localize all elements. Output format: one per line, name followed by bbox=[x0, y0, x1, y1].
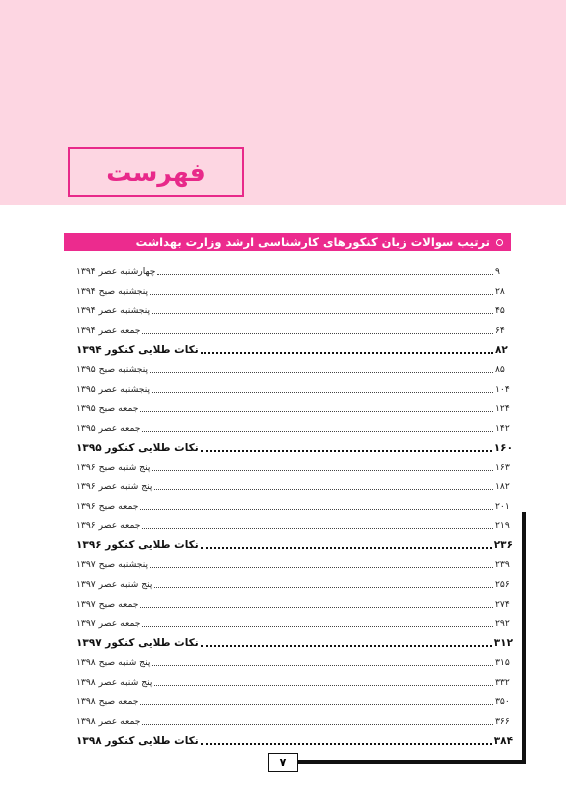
toc-entry-page: ۱۶۰ bbox=[493, 441, 513, 454]
toc-entry-label: پنجشنبه صبح ۱۳۹۷ bbox=[76, 559, 149, 571]
dot-leader bbox=[157, 274, 493, 275]
dot-leader bbox=[142, 431, 493, 432]
toc-entry-page: ۱۲۴ bbox=[495, 403, 510, 415]
toc-entry[interactable] bbox=[74, 321, 513, 341]
toc-entry[interactable] bbox=[74, 614, 513, 634]
toc-entry-page: ۸۲ bbox=[495, 343, 508, 356]
toc-entry-label: پنج شنبه عصر ۱۳۹۶ bbox=[76, 481, 153, 493]
dot-leader bbox=[150, 372, 493, 373]
toc-entry-page: ۳۱۵ bbox=[495, 657, 510, 669]
toc-entry-label: جمعه صبح ۱۳۹۷ bbox=[76, 598, 139, 610]
toc-entry-page: ۲۵۶ bbox=[495, 579, 510, 591]
dot-leader bbox=[152, 313, 493, 314]
dot-leader bbox=[154, 587, 493, 588]
toc-entry[interactable] bbox=[74, 633, 513, 653]
toc-entry-label: جمعه عصر ۱۳۹۷ bbox=[76, 618, 141, 630]
toc-entry-label: نکات طلایی کنکور ۱۳۹۷ bbox=[76, 637, 199, 650]
toc-entry[interactable] bbox=[74, 379, 513, 399]
toc-entry-page: ۱۴۲ bbox=[495, 422, 510, 434]
dot-leader bbox=[140, 704, 493, 705]
toc-entry[interactable] bbox=[74, 594, 513, 614]
dot-leader bbox=[154, 685, 493, 686]
dot-leader bbox=[152, 665, 493, 666]
title-box bbox=[68, 147, 244, 197]
toc-entry-label: جمعه عصر ۱۳۹۴ bbox=[76, 324, 141, 336]
page-number-box bbox=[268, 753, 298, 772]
toc-entry-page: ۳۳۲ bbox=[495, 676, 510, 688]
page-number: ۷ bbox=[279, 756, 287, 769]
toc-entry[interactable] bbox=[74, 536, 513, 556]
dot-leader bbox=[201, 352, 493, 354]
toc-entry[interactable] bbox=[74, 692, 513, 712]
toc-entry[interactable] bbox=[74, 360, 513, 380]
toc-entry-page: ۴۵ bbox=[495, 305, 505, 317]
dot-leader bbox=[140, 509, 493, 510]
dot-leader bbox=[201, 450, 492, 452]
toc-entry-page: ۸۵ bbox=[495, 364, 505, 375]
toc-entry[interactable] bbox=[74, 516, 513, 536]
dot-leader bbox=[201, 645, 492, 647]
dot-leader bbox=[154, 489, 493, 490]
table-of-contents bbox=[74, 262, 513, 751]
toc-entry-label: نکات طلایی کنکور ۱۳۹۵ bbox=[76, 441, 199, 454]
toc-entry-page: ۱۶۳ bbox=[495, 461, 510, 473]
toc-entry-page: ۱۸۲ bbox=[495, 481, 510, 493]
toc-entry[interactable] bbox=[74, 672, 513, 692]
toc-entry-label: پنج شنبه صبح ۱۳۹۶ bbox=[76, 461, 151, 473]
toc-entry[interactable] bbox=[74, 262, 513, 282]
toc-entry-label: جمعه عصر ۱۳۹۶ bbox=[76, 520, 141, 532]
toc-entry-label: نکات طلایی کنکور ۱۳۹۸ bbox=[76, 734, 199, 747]
toc-entry[interactable] bbox=[74, 418, 513, 438]
dot-leader bbox=[201, 547, 492, 549]
toc-entry-page: ۲۳۶ bbox=[493, 539, 513, 552]
toc-entry-label: جمعه صبح ۱۳۹۵ bbox=[76, 403, 139, 415]
section-header bbox=[64, 233, 511, 251]
toc-entry-label: پنجشنبه عصر ۱۳۹۵ bbox=[76, 383, 151, 395]
dot-leader bbox=[152, 392, 493, 393]
toc-entry-page: ۲۱۹ bbox=[495, 520, 510, 532]
toc-entry-page: ۹ bbox=[495, 266, 500, 278]
section-title: ترتیب سوالات زبان کنکورهای کارشناسی ارشد وزارت بهداشت bbox=[135, 235, 490, 249]
toc-entry[interactable] bbox=[74, 438, 513, 458]
toc-entry-page: ۳۱۲ bbox=[493, 637, 513, 650]
dot-leader bbox=[150, 567, 493, 568]
toc-entry[interactable] bbox=[74, 399, 513, 419]
toc-entry-label: جمعه عصر ۱۳۹۸ bbox=[76, 715, 141, 727]
toc-entry[interactable] bbox=[74, 731, 513, 751]
toc-entry-label: جمعه صبح ۱۳۹۸ bbox=[76, 696, 139, 708]
toc-entry-label: پنجشنبه صبح ۱۳۹۴ bbox=[76, 285, 149, 297]
dot-leader bbox=[140, 411, 493, 412]
circle-bullet-icon bbox=[496, 239, 503, 246]
dot-leader bbox=[152, 470, 493, 471]
toc-entry[interactable] bbox=[74, 457, 513, 477]
toc-entry-page: ۱۰۴ bbox=[495, 383, 510, 395]
dot-leader bbox=[142, 626, 493, 627]
toc-entry[interactable] bbox=[74, 301, 513, 321]
toc-entry-page: ۳۸۴ bbox=[493, 734, 513, 747]
dot-leader bbox=[150, 294, 493, 295]
toc-entry-label: پنج شنبه صبح ۱۳۹۸ bbox=[76, 657, 151, 669]
toc-entry-page: ۲۷۴ bbox=[495, 598, 510, 610]
toc-entry-label: پنج شنبه عصر ۱۳۹۸ bbox=[76, 676, 153, 688]
toc-entry-page: ۲۰۱ bbox=[495, 500, 510, 512]
dot-leader bbox=[140, 607, 493, 608]
toc-entry-page: ۲۸ bbox=[495, 285, 505, 297]
toc-entry-label: نکات طلایی کنکور ۱۳۹۴ bbox=[76, 343, 199, 356]
page-title: فهرست bbox=[106, 157, 206, 187]
toc-entry[interactable] bbox=[74, 653, 513, 673]
toc-entry[interactable] bbox=[74, 340, 513, 360]
toc-entry-page: ۳۶۶ bbox=[495, 715, 510, 727]
toc-entry-label: چهارشنبه عصر ۱۳۹۴ bbox=[76, 266, 156, 278]
toc-entry-page: ۳۵۰ bbox=[495, 696, 510, 708]
toc-entry[interactable] bbox=[74, 282, 513, 302]
toc-entry-label: پنج شنبه عصر ۱۳۹۷ bbox=[76, 579, 153, 591]
dot-leader bbox=[201, 743, 492, 745]
toc-entry[interactable] bbox=[74, 712, 513, 732]
toc-entry-page: ۲۳۹ bbox=[495, 559, 510, 571]
frame-horizontal-line bbox=[296, 760, 526, 764]
frame-vertical-line bbox=[522, 512, 526, 764]
toc-entry-label: جمعه صبح ۱۳۹۶ bbox=[76, 500, 139, 512]
dot-leader bbox=[142, 333, 493, 334]
toc-entry[interactable] bbox=[74, 497, 513, 517]
dot-leader bbox=[142, 528, 493, 529]
toc-entry[interactable] bbox=[74, 575, 513, 595]
toc-entry-page: ۶۴ bbox=[495, 324, 505, 336]
toc-entry-label: جمعه عصر ۱۳۹۵ bbox=[76, 422, 141, 434]
toc-entry-label: پنجشنبه عصر ۱۳۹۴ bbox=[76, 305, 151, 317]
toc-entry-label: نکات طلایی کنکور ۱۳۹۶ bbox=[76, 539, 199, 552]
toc-entry-label: پنجشنبه صبح ۱۳۹۵ bbox=[76, 364, 149, 375]
dot-leader bbox=[142, 724, 493, 725]
toc-entry-page: ۲۹۲ bbox=[495, 618, 510, 630]
toc-entry[interactable] bbox=[74, 477, 513, 497]
toc-entry[interactable] bbox=[74, 555, 513, 575]
